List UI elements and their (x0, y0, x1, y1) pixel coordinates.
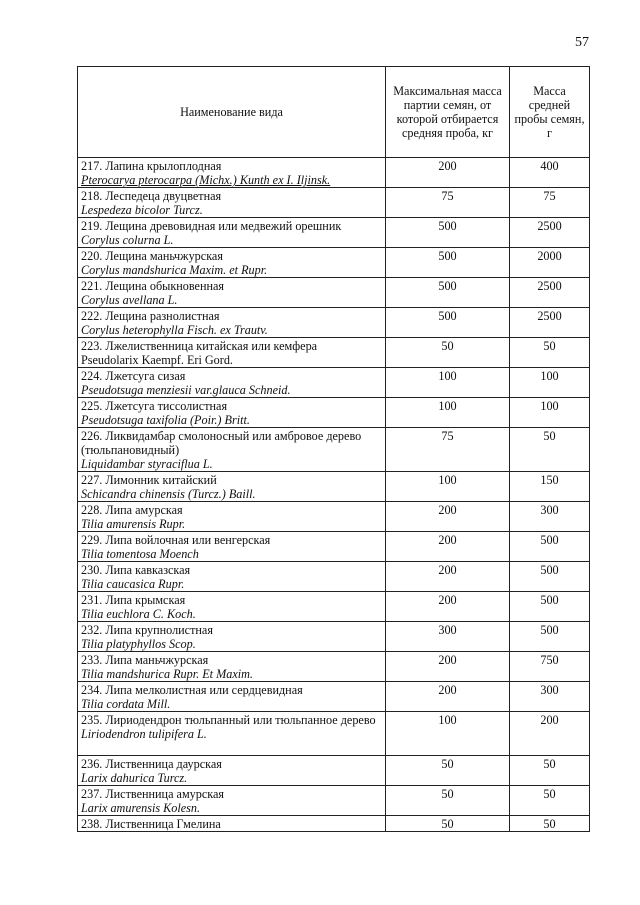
species-cell (78, 712, 386, 756)
species-name: 217. Лапина крылоплодная (81, 159, 222, 173)
species-latin-name: Corylus heterophylla Fisch. ex Trautv. (81, 323, 268, 337)
species-cell (78, 398, 386, 428)
table-row (78, 592, 590, 622)
species-name: 237. Лиственница амурская (81, 787, 225, 801)
table-row (78, 398, 590, 428)
sample-mass-cell: 100 (510, 398, 590, 428)
table-row (78, 562, 590, 592)
sample-mass-cell: 500 (510, 592, 590, 622)
species-latin-name: Tilia mandshurica Rupr. Et Maxim. (81, 667, 253, 681)
sample-mass-cell: 750 (510, 652, 590, 682)
sample-mass-cell: 400 (510, 158, 590, 188)
table-row (78, 278, 590, 308)
table-row (78, 652, 590, 682)
sample-mass-cell: 300 (510, 682, 590, 712)
species-name: 226. Ликвидамбар смолоносный или амбровое дерево (тюльпановидный) (81, 429, 362, 457)
sample-mass-cell: 2500 (510, 278, 590, 308)
max-batch-mass-cell: 50 (386, 756, 510, 786)
max-batch-mass-cell: 200 (386, 532, 510, 562)
species-name: 231. Липа крымская (81, 593, 186, 607)
sample-mass-cell: 50 (510, 816, 590, 832)
max-batch-mass-cell: 50 (386, 338, 510, 368)
table-row (78, 428, 590, 472)
sample-mass-cell: 300 (510, 502, 590, 532)
species-cell (78, 502, 386, 532)
species-name: 238. Лиственница Гмелина (81, 817, 221, 831)
sample-mass-cell: 150 (510, 472, 590, 502)
species-latin-name: Tilia caucasica Rupr. (81, 577, 185, 591)
table-row (78, 712, 590, 756)
species-latin-name: Pterocarya pterocarpa (Michx.) Kunth ex I. Iljinsk. (81, 173, 331, 187)
table-row (78, 786, 590, 816)
page-number: 57 (575, 35, 589, 50)
table-row (78, 188, 590, 218)
species-cell (78, 218, 386, 248)
species-cell (78, 158, 386, 188)
table-row (78, 532, 590, 562)
max-batch-mass-cell: 100 (386, 472, 510, 502)
species-cell (78, 756, 386, 786)
species-latin-name: Schicandra chinensis (Turcz.) Baill. (81, 487, 256, 501)
species-latin-name: Tilia tomentosa Moench (81, 547, 199, 561)
sample-mass-cell: 2000 (510, 248, 590, 278)
header-row (78, 67, 590, 158)
species-name: 228. Липа амурская (81, 503, 183, 517)
species-name: 235. Лириодендрон тюльпанный или тюльпанное дерево (81, 713, 376, 727)
max-batch-mass-cell: 200 (386, 652, 510, 682)
species-name: 223. Лжелиственница китайская или кемфера (81, 339, 318, 353)
header-species-name: Наименование вида (78, 67, 386, 158)
species-name: 221. Лещина обыкновенная (81, 279, 225, 293)
sample-mass-cell: 2500 (510, 218, 590, 248)
species-latin-name: Tilia cordata Mill. (81, 697, 171, 711)
species-name: 225. Лжетсуга тиссолистная (81, 399, 228, 413)
sample-mass-cell: 100 (510, 368, 590, 398)
max-batch-mass-cell: 500 (386, 278, 510, 308)
table-row (78, 622, 590, 652)
species-cell (78, 682, 386, 712)
species-latin-name: Tilia amurensis Rupr. (81, 517, 186, 531)
max-batch-mass-cell: 100 (386, 398, 510, 428)
table-row (78, 158, 590, 188)
species-latin-name: Pseudotsuga taxifolia (Poir.) Britt. (81, 413, 250, 427)
table-row (78, 308, 590, 338)
table-row (78, 248, 590, 278)
sample-mass-cell: 500 (510, 532, 590, 562)
species-cell (78, 786, 386, 816)
table-row (78, 502, 590, 532)
sample-mass-cell: 200 (510, 712, 590, 756)
species-cell (78, 368, 386, 398)
max-batch-mass-cell: 300 (386, 622, 510, 652)
species-cell (78, 278, 386, 308)
sample-mass-cell: 500 (510, 562, 590, 592)
species-cell (78, 592, 386, 622)
max-batch-mass-cell: 500 (386, 218, 510, 248)
table-row (78, 682, 590, 712)
species-cell (78, 338, 386, 368)
max-batch-mass-cell: 100 (386, 368, 510, 398)
species-name: 218. Леспедеца двуцветная (81, 189, 222, 203)
max-batch-mass-cell: 75 (386, 428, 510, 472)
species-latin-name: Liquidambar styraciflua L. (81, 457, 213, 471)
species-cell (78, 622, 386, 652)
species-name: 233. Липа маньчжурская (81, 653, 209, 667)
species-latin-name: Liriodendron tulipifera L. (81, 727, 207, 741)
max-batch-mass-cell: 200 (386, 682, 510, 712)
header-sample-mass: Масса средней пробы семян, г (510, 67, 590, 158)
species-name: 222. Лещина разнолистная (81, 309, 220, 323)
species-table (77, 66, 590, 832)
max-batch-mass-cell: 75 (386, 188, 510, 218)
species-name: 224. Лжетсуга сизая (81, 369, 186, 383)
sample-mass-cell: 50 (510, 786, 590, 816)
max-batch-mass-cell: 500 (386, 248, 510, 278)
species-latin-name: Pseudolarix Kaempf. Eri Gord. (81, 353, 233, 367)
species-name: 219. Лещина древовидная или медвежий орешник (81, 219, 342, 233)
species-cell (78, 248, 386, 278)
sample-mass-cell: 75 (510, 188, 590, 218)
sample-mass-cell: 2500 (510, 308, 590, 338)
species-latin-name: Pseudotsuga menziesii var.glauca Schneid. (81, 383, 291, 397)
max-batch-mass-cell: 100 (386, 712, 510, 756)
species-latin-name: Corylus mandshurica Maxim. et Rupr. (81, 263, 268, 277)
table-row (78, 218, 590, 248)
species-name: 232. Липа крупнолистная (81, 623, 213, 637)
species-latin-name: Tilia platyphyllos Scop. (81, 637, 196, 651)
species-cell (78, 188, 386, 218)
max-batch-mass-cell: 200 (386, 502, 510, 532)
species-latin-name: Tilia euchlora C. Koch. (81, 607, 196, 621)
species-name: 220. Лещина маньчжурская (81, 249, 223, 263)
table-row (78, 756, 590, 786)
species-cell (78, 308, 386, 338)
species-cell (78, 532, 386, 562)
species-cell (78, 562, 386, 592)
sample-mass-cell: 50 (510, 338, 590, 368)
species-cell (78, 428, 386, 472)
max-batch-mass-cell: 500 (386, 308, 510, 338)
species-latin-name: Larix amurensis Kolesn. (81, 801, 201, 815)
species-name: 236. Лиственница даурская (81, 757, 222, 771)
sample-mass-cell: 500 (510, 622, 590, 652)
species-latin-name: Larix dahurica Turcz. (81, 771, 188, 785)
max-batch-mass-cell: 50 (386, 786, 510, 816)
max-batch-mass-cell: 50 (386, 816, 510, 832)
table-row (78, 338, 590, 368)
table-row (78, 816, 590, 832)
species-cell (78, 472, 386, 502)
table-row (78, 368, 590, 398)
species-latin-name: Corylus avellana L. (81, 293, 178, 307)
sample-mass-cell: 50 (510, 428, 590, 472)
species-name: 229. Липа войлочная или венгерская (81, 533, 271, 547)
species-name: 230. Липа кавказская (81, 563, 191, 577)
species-name: 227. Лимонник китайский (81, 473, 217, 487)
sample-mass-cell: 50 (510, 756, 590, 786)
max-batch-mass-cell: 200 (386, 158, 510, 188)
species-latin-name: Corylus colurna L. (81, 233, 174, 247)
max-batch-mass-cell: 200 (386, 562, 510, 592)
species-cell (78, 816, 386, 832)
max-batch-mass-cell: 200 (386, 592, 510, 622)
species-cell (78, 652, 386, 682)
header-max-batch-mass: Максимальная масса партии семян, от которой отбирается средняя проба, кг (386, 67, 510, 158)
table-row (78, 472, 590, 502)
species-latin-name: Lespedeza bicolor Turcz. (81, 203, 203, 217)
species-name: 234. Липа мелколистная или сердцевидная (81, 683, 303, 697)
